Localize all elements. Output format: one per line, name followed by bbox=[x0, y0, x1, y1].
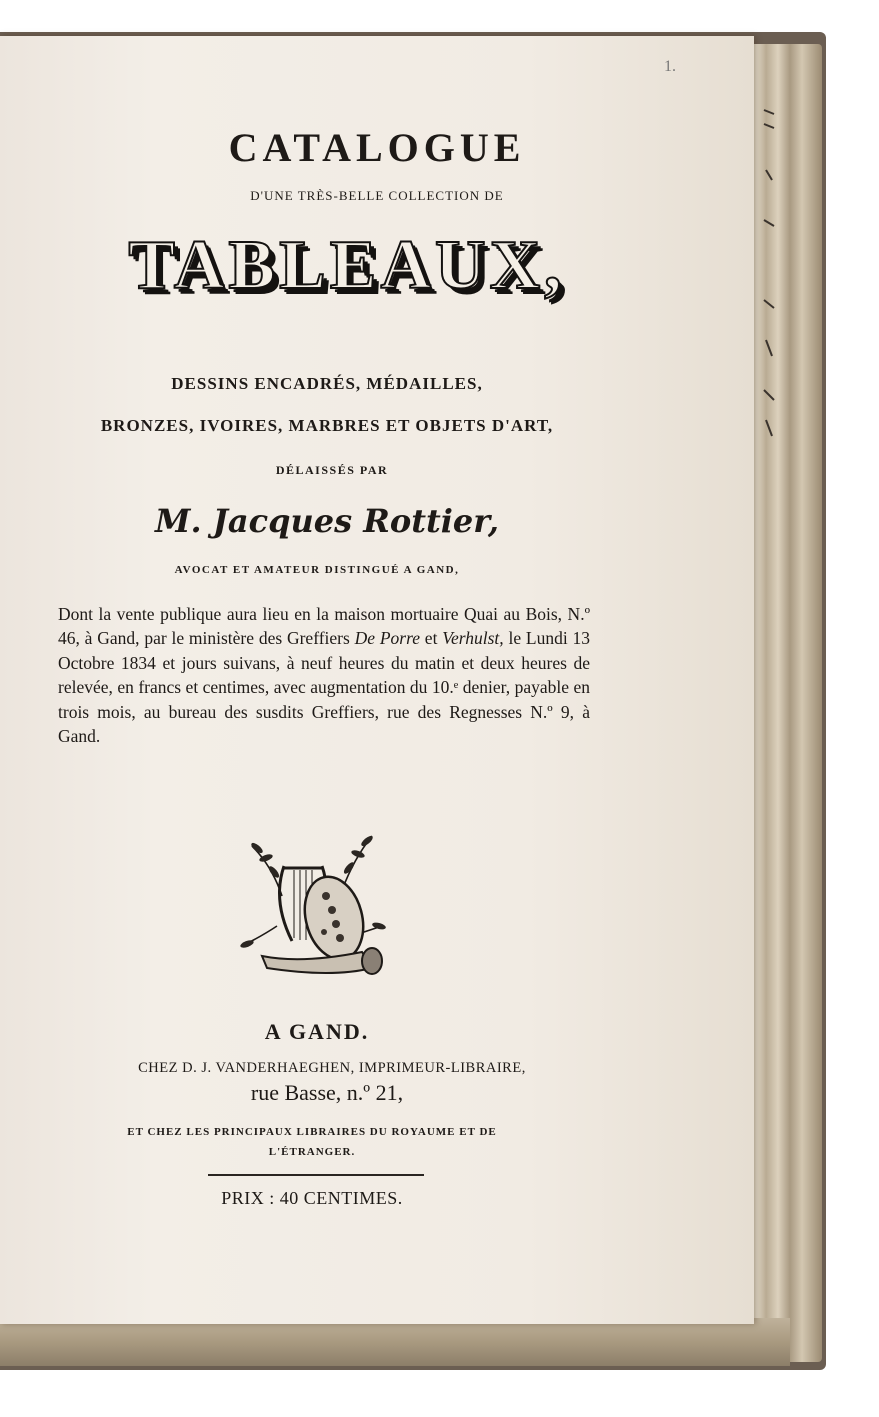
owner-name: M. Jacques Rottier, bbox=[155, 502, 499, 540]
sale-description bbox=[58, 602, 590, 748]
greffier-verhulst: Verhulst, bbox=[442, 628, 504, 649]
printer-address: rue Basse, n.º 21, bbox=[250, 1080, 404, 1105]
lyre-palette-laurel-ornament-icon bbox=[222, 806, 400, 984]
book-bottom-edge bbox=[0, 1318, 790, 1366]
sale-text-1: Dont la vente publique aura lieu en la maison mortuaire Quai au Bois, N.º 46, à Gand, par le ministère des Greffiers bbox=[58, 604, 590, 649]
sale-text-3: le Lundi 13 Octobre 1834 et jours suivans, à neuf heures du matin et deux heures de relevée, en francs et centimes, avec augmentation du 10.ᵉ denier, payable en trois mois, au bureau des susdits Greffiers, rue des Regnesses N.º 9, à Gand. bbox=[58, 628, 590, 747]
price-line: PRIX : 40 CENTIMES. bbox=[221, 1188, 403, 1208]
booksellers-line: ET CHEZ LES PRINCIPAUX LIBRAIRES DU ROYAUME ET DE L'ÉTRANGER. bbox=[127, 1126, 497, 1158]
folio-number: 1. bbox=[664, 58, 676, 75]
sale-text-2: et bbox=[420, 628, 443, 649]
next-page-fragment-icon bbox=[758, 100, 780, 440]
printer-line: CHEZ D. J. VANDERHAEGHEN, IMPRIMEUR-LIBRAIRE, bbox=[138, 1060, 526, 1076]
tableaux-heading: TABLEAUX, bbox=[128, 227, 566, 304]
place-of-publication: A GAND. bbox=[264, 1019, 370, 1044]
owner-description: AVOCAT ET AMATEUR DISTINGUÉ A GAND, bbox=[174, 564, 460, 576]
divider-rule bbox=[208, 1174, 424, 1176]
catalogue-heading: CATALOGUE bbox=[228, 125, 526, 170]
greffier-de-porre: De Porre bbox=[354, 628, 420, 649]
collection-subtitle: D'UNE TRÈS-BELLE COLLECTION DE bbox=[250, 188, 504, 203]
delaisses-par: DÉLAISSÉS PAR bbox=[275, 463, 389, 477]
title-page bbox=[0, 36, 754, 1324]
contents-line-2: BRONZES, IVOIRES, MARBRES ET OBJETS D'ART, bbox=[100, 416, 554, 435]
contents-line-1: DESSINS ENCADRÉS, MÉDAILLES, bbox=[171, 374, 483, 393]
page-edges bbox=[742, 44, 822, 1362]
